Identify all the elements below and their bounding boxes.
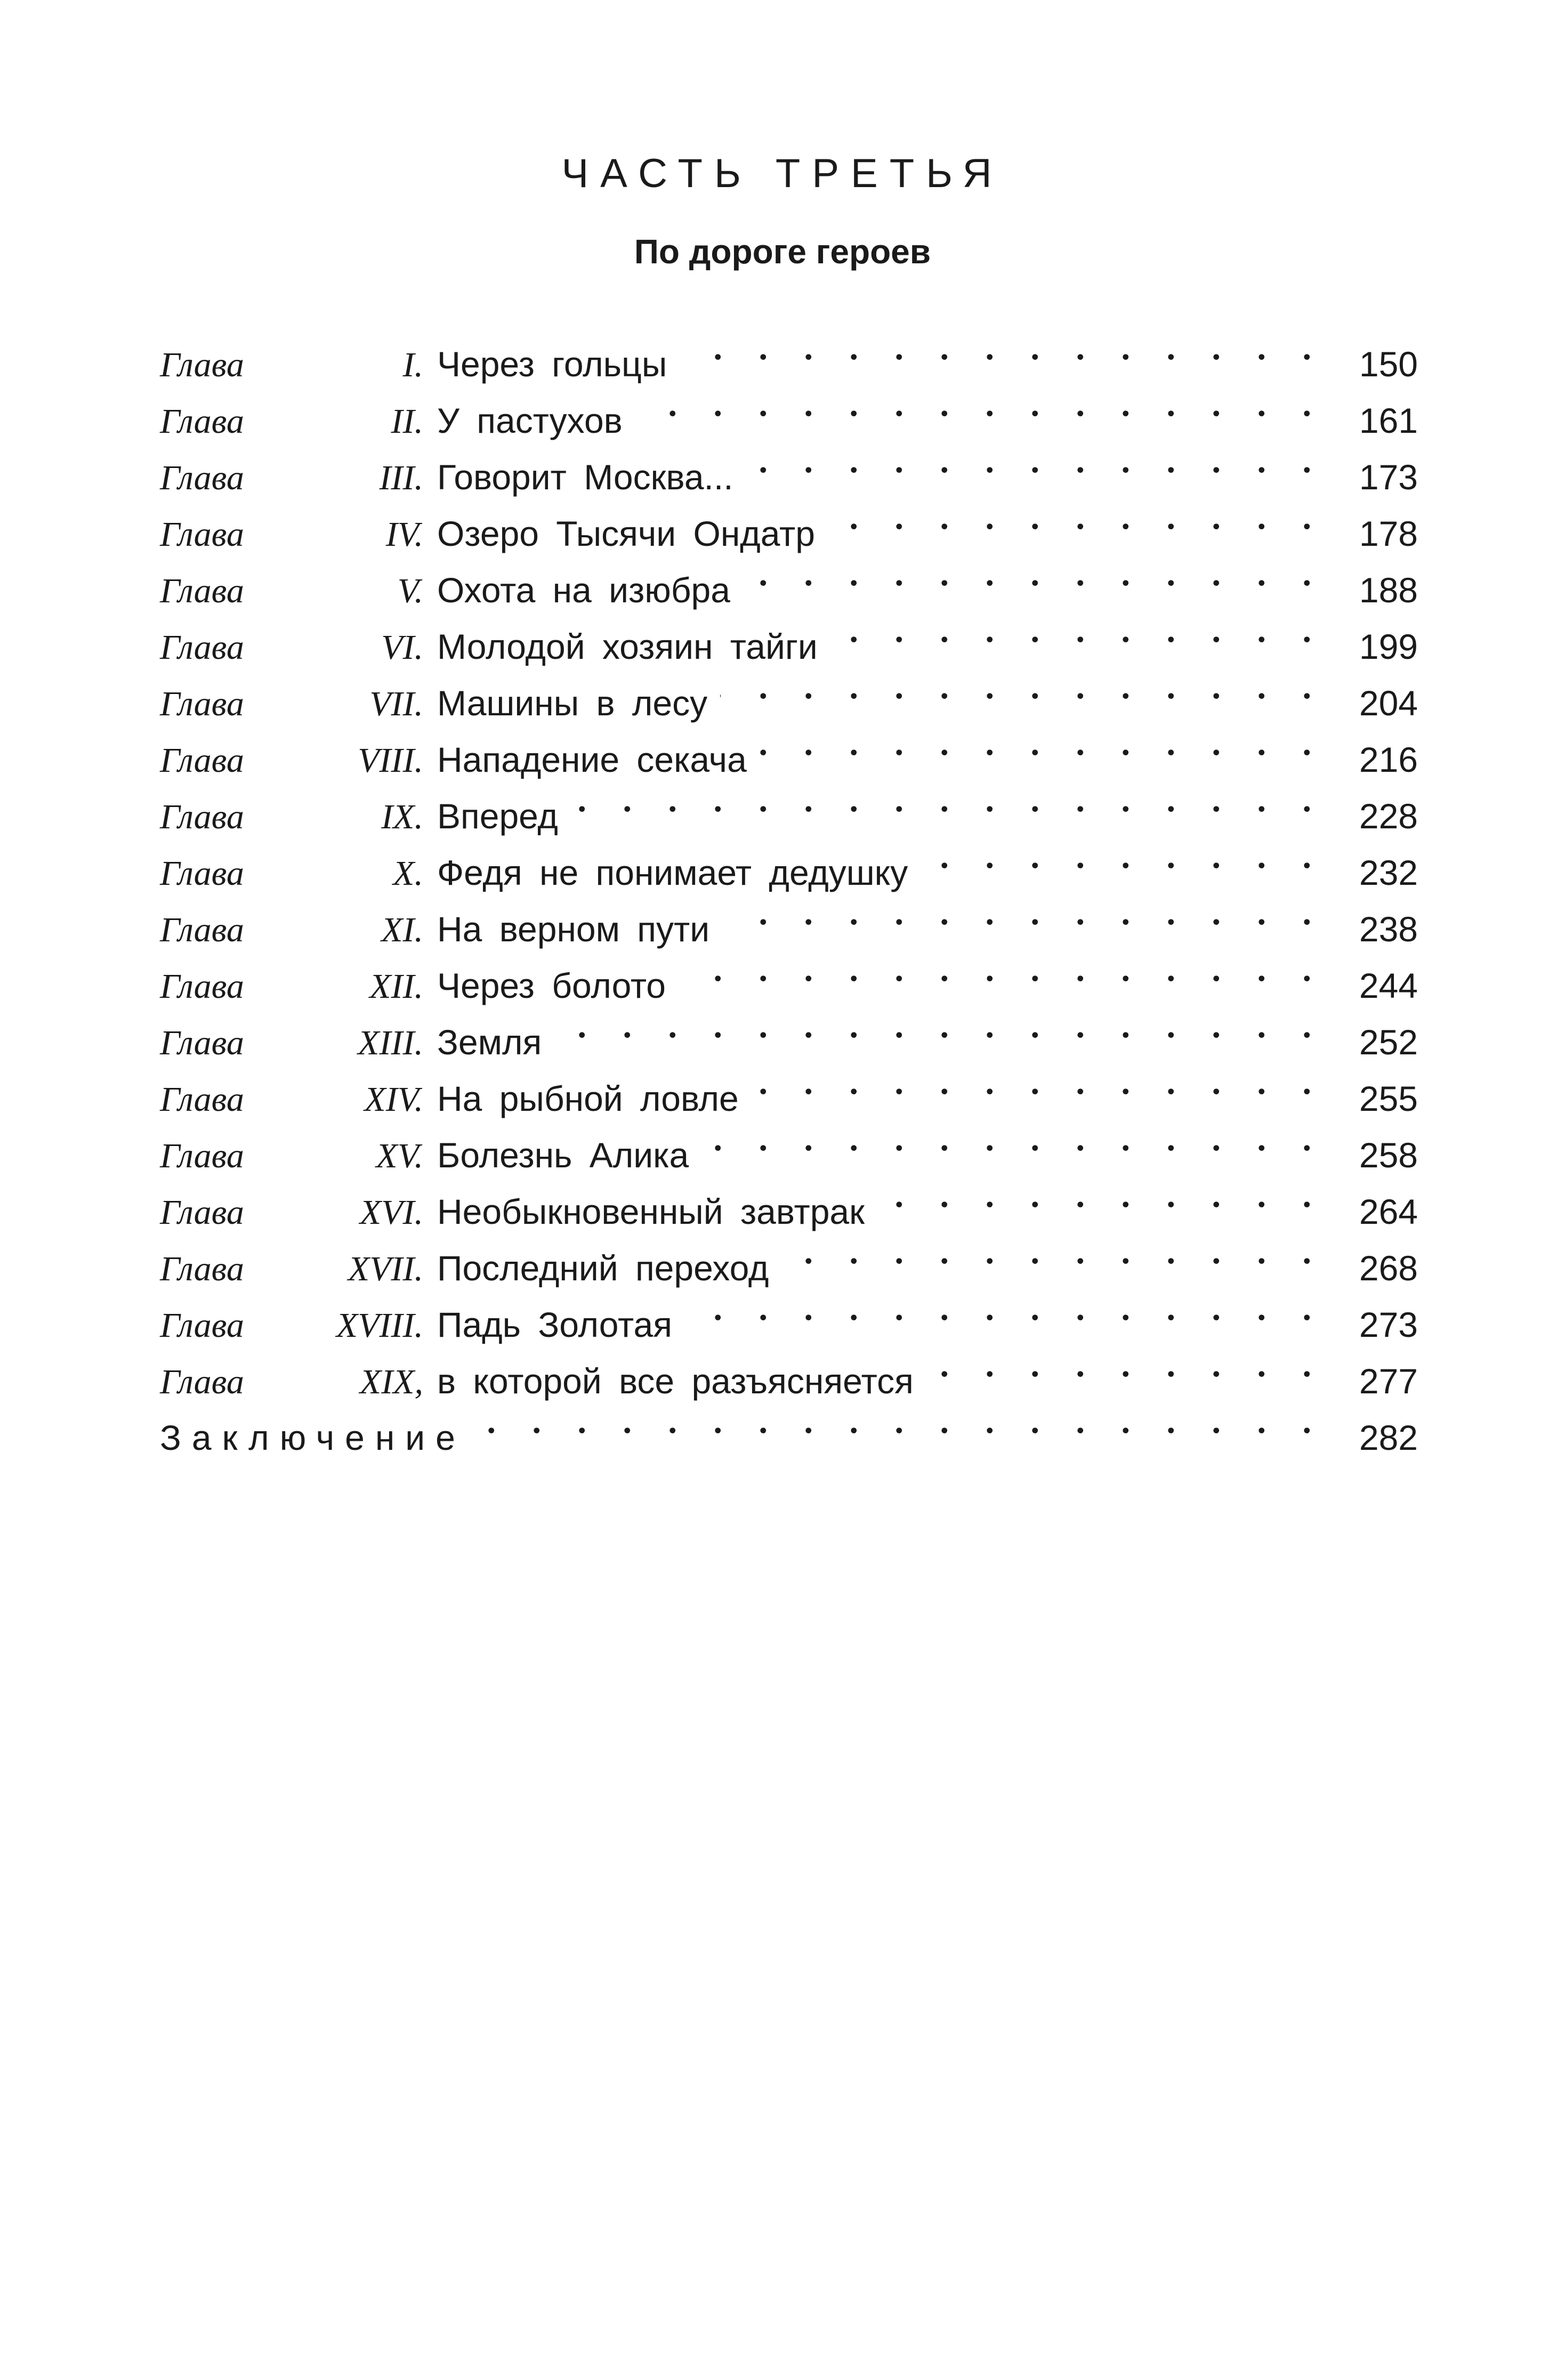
conclusion-page: 282: [1359, 1418, 1418, 1457]
dot-leader: [830, 602, 1325, 659]
chapter-title: Падь Золотая: [437, 1305, 672, 1344]
chapter-title: Молодой хозяин тайги: [437, 627, 818, 666]
chapter-page: 255: [1359, 1079, 1418, 1118]
chapter-title: Через болото: [437, 966, 666, 1005]
chapter-title: в которой все разъясняется: [437, 1361, 914, 1401]
dot-leader: [781, 1224, 1325, 1280]
chapter-title: Охота на изюбра: [437, 570, 730, 610]
dot-leader: [571, 772, 1325, 828]
chapter-page: 273: [1359, 1305, 1418, 1344]
dot-leader: [760, 715, 1325, 772]
chapter-number: III.: [379, 458, 423, 497]
chapter-title: Болезнь Алика: [437, 1135, 689, 1175]
chapter-title: Федя не понимает дедушку: [437, 853, 908, 892]
chapter-number: VII.: [369, 684, 423, 723]
chapter-number: VIII.: [358, 741, 423, 780]
chapter-label: Глава: [160, 458, 244, 497]
chapter-label: Глава: [160, 1023, 244, 1062]
chapter-page: 150: [1359, 344, 1418, 384]
chapter-number: XV.: [376, 1136, 423, 1175]
chapter-number: XII.: [369, 967, 423, 1006]
chapter-page: 258: [1359, 1135, 1418, 1175]
table-of-contents: [160, 320, 1418, 1457]
dot-leader: [743, 546, 1325, 602]
chapter-page: 173: [1359, 457, 1418, 497]
dot-leader: [877, 1167, 1325, 1224]
chapter-page: 268: [1359, 1248, 1418, 1288]
chapter-page: 199: [1359, 627, 1418, 666]
chapter-number: XIII.: [358, 1023, 423, 1062]
dot-leader: [926, 1337, 1325, 1393]
chapter-number: X.: [393, 854, 423, 893]
chapter-label: Глава: [160, 910, 244, 949]
chapter-label: Глава: [160, 1193, 244, 1232]
chapter-page: 252: [1359, 1022, 1418, 1062]
dot-leader: [720, 659, 1325, 715]
chapter-title: Последний переход: [437, 1248, 769, 1288]
chapter-number: XIX,: [359, 1362, 423, 1401]
chapter-title: Вперед: [437, 796, 558, 836]
chapter-label: Глава: [160, 1362, 244, 1401]
chapter-label: Глава: [160, 1249, 244, 1288]
dot-leader: [752, 1054, 1325, 1111]
dot-leader: [746, 433, 1325, 489]
chapter-page: 216: [1359, 740, 1418, 779]
dot-leader: [680, 320, 1325, 376]
chapter-label: Глава: [160, 741, 244, 780]
chapter-page: 188: [1359, 570, 1418, 610]
dot-leader: [679, 941, 1325, 998]
conclusion-title: Заключение: [160, 1418, 466, 1457]
chapter-label: Глава: [160, 402, 244, 441]
chapter-page: 232: [1359, 853, 1418, 892]
chapter-number: IX.: [381, 797, 423, 836]
chapter-number: II.: [391, 402, 423, 441]
chapter-page: 277: [1359, 1361, 1418, 1401]
part-subtitle: По дороге героев: [634, 232, 931, 271]
dot-leader: [722, 885, 1325, 941]
dot-leader: [701, 1111, 1325, 1167]
chapter-number: XI.: [381, 910, 423, 949]
chapter-page: 178: [1359, 514, 1418, 553]
chapter-page: 238: [1359, 909, 1418, 949]
chapter-title: На рыбной ловле: [437, 1079, 739, 1118]
chapter-number: XVII.: [348, 1249, 423, 1288]
chapter-page: 204: [1359, 683, 1418, 723]
chapter-title: Земля: [437, 1022, 542, 1062]
chapter-page: 244: [1359, 966, 1418, 1005]
chapter-number: IV.: [385, 515, 423, 554]
dot-leader: [828, 489, 1325, 546]
chapter-label: Глава: [160, 345, 244, 384]
chapter-page: 161: [1359, 401, 1418, 440]
chapter-label: Глава: [160, 1136, 244, 1175]
chapter-label: Глава: [160, 628, 244, 667]
chapter-label: Глава: [160, 1080, 244, 1119]
chapter-label: Глава: [160, 515, 244, 554]
chapter-page: 228: [1359, 796, 1418, 836]
dot-leader: [554, 998, 1325, 1054]
dot-leader: [479, 1393, 1325, 1450]
chapter-title: У пастухов: [437, 401, 623, 440]
dot-leader: [685, 1280, 1325, 1337]
part-title: ЧАСТЬ ТРЕТЬЯ: [561, 151, 1004, 196]
chapter-title: Озеро Тысячи Ондатр: [437, 514, 815, 553]
chapter-title: Через гольцы: [437, 344, 667, 384]
chapter-title: Говорит Москва...: [437, 457, 733, 497]
chapter-number: XIV.: [364, 1080, 423, 1119]
chapter-label: Глава: [160, 684, 244, 723]
dot-leader: [635, 376, 1325, 433]
chapter-title: Необыкновенный завтрак: [437, 1192, 865, 1231]
chapter-label: Глава: [160, 854, 244, 893]
chapter-number: XVIII.: [336, 1306, 423, 1345]
chapter-label: Глава: [160, 571, 244, 610]
chapter-number: XVI.: [359, 1193, 423, 1232]
chapter-label: Глава: [160, 797, 244, 836]
dot-leader: [921, 828, 1325, 885]
toc-row-1: [160, 320, 1418, 384]
chapter-number: V.: [397, 571, 423, 610]
chapter-title: Машины в лесу: [437, 683, 708, 723]
chapter-title: На верном пути: [437, 909, 710, 949]
chapter-title: Нападение секача: [437, 740, 747, 779]
chapter-label: Глава: [160, 1306, 244, 1345]
chapter-page: 264: [1359, 1192, 1418, 1231]
chapter-number: I.: [402, 345, 423, 384]
chapter-label: Глава: [160, 967, 244, 1006]
chapter-number: VI.: [381, 628, 423, 667]
